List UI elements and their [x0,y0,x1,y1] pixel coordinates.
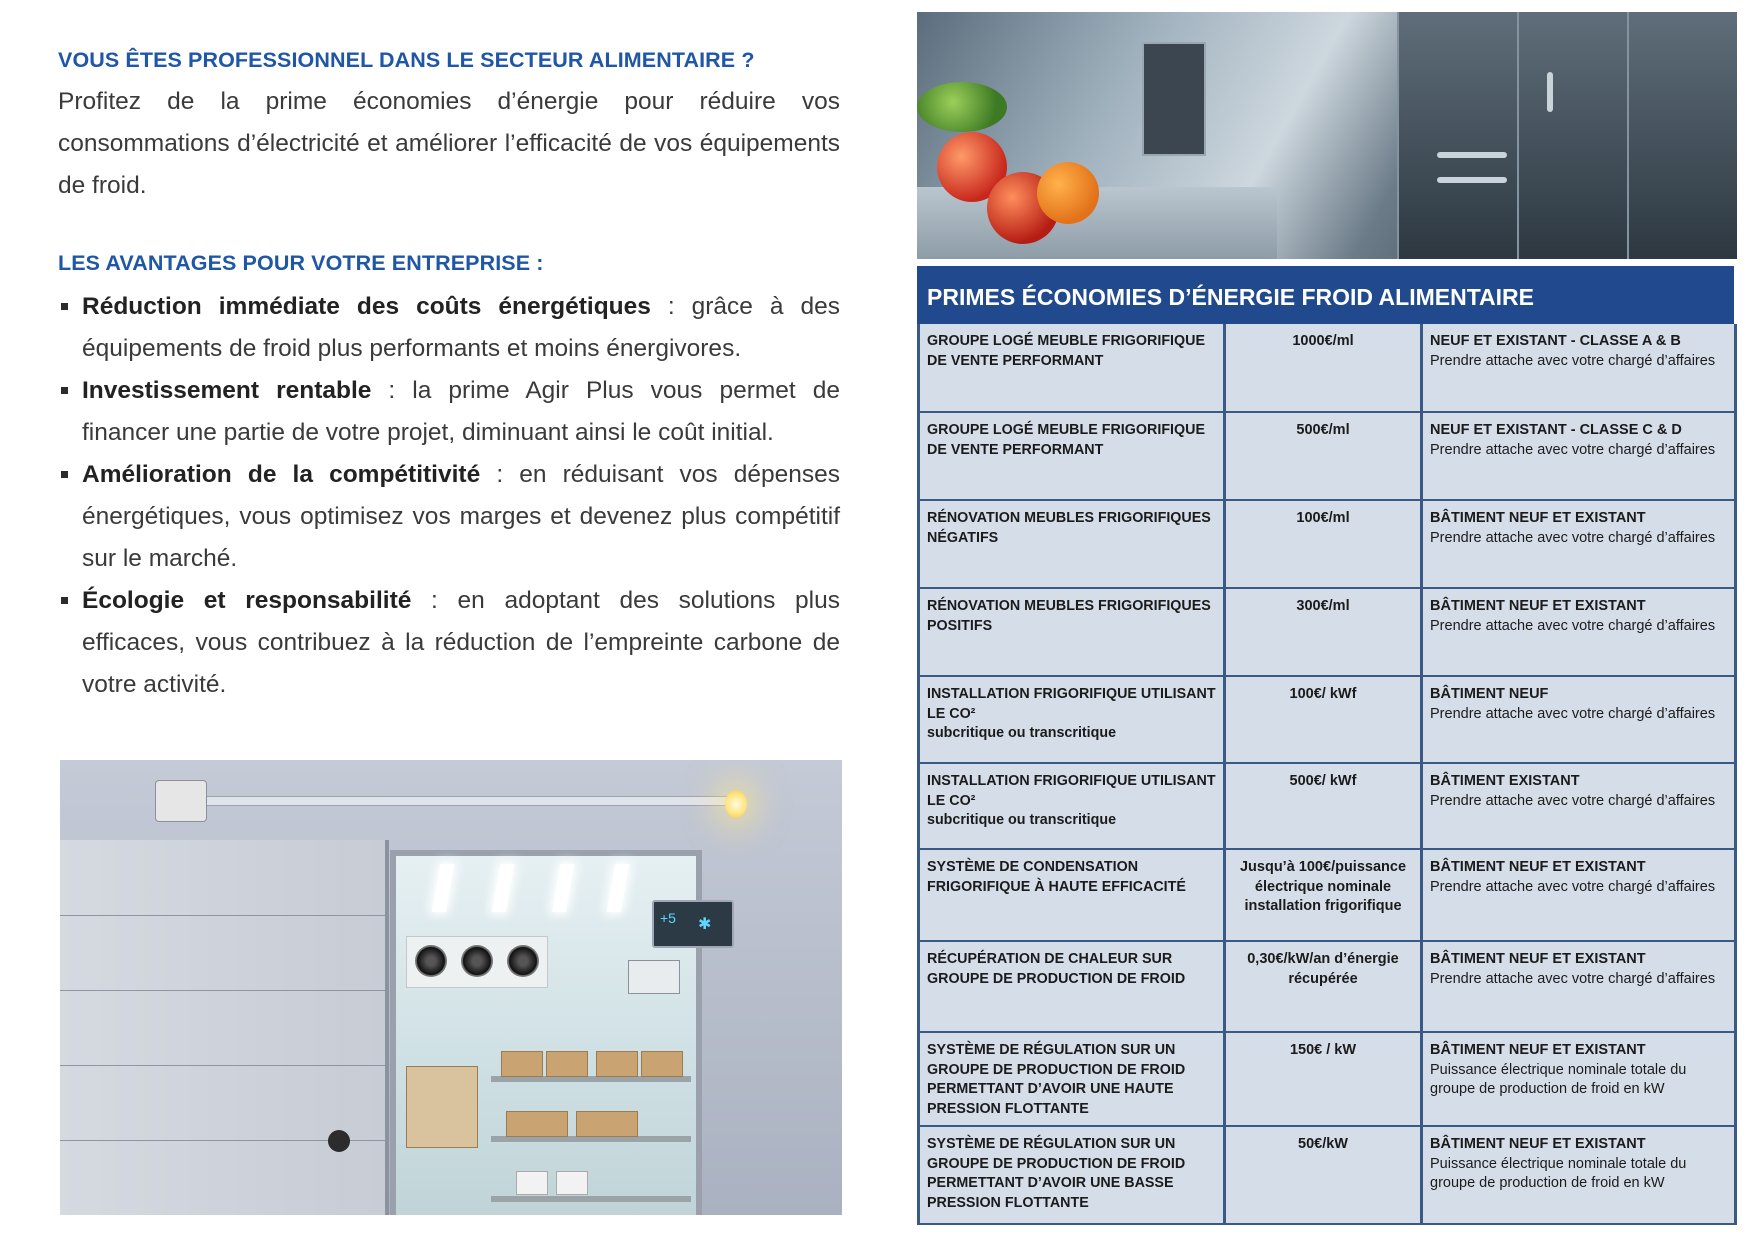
conditions-cell [1422,763,1736,849]
building-category: NEUF ET EXISTANT - CLASSE C & D [1430,422,1682,438]
fan-icon [461,945,493,977]
conditions-cell [1422,1126,1736,1224]
equipment-cell [919,941,1225,1032]
advantage-text: : en adoptant des solutions plus efficaces, vous contribuez à la réduction de l’empreinte carbone de votre activité. [82,587,840,698]
equipment-cell [919,1032,1225,1126]
building-category: NEUF ET EXISTANT - CLASSE A & B [1430,333,1681,349]
lamp-icon [725,790,747,818]
conditions-cell [1422,324,1736,412]
advantage-item [58,370,840,454]
table-row [919,763,1736,849]
rates-table-panel [917,266,1734,1225]
conditions-cell [1422,588,1736,676]
advantage-title: Investissement rentable [82,377,372,404]
control-box [628,960,680,994]
building-category: BÂTIMENT NEUF ET EXISTANT [1430,598,1646,614]
amount-cell: 500€/ kWf [1225,763,1422,849]
amount-cell: 100€/ kWf [1225,676,1422,763]
equipment-sublabel: subcritique ou transcritique [927,812,1117,828]
advantage-title: Réduction immédiate des coûts énergétiques [82,293,651,320]
condition-note: Puissance électrique nominale totale du groupe de production de froid en kW [1430,1155,1687,1191]
snowflake-icon: ✱ [698,916,712,933]
equipment-label: SYSTÈME DE RÉGULATION SUR UN GROUPE DE PRODUCTION DE FROID PERMETTANT D’AVOIR UNE BASSE PRESSION FLOTTANTE [927,1136,1186,1211]
advantage-item [58,286,840,370]
equipment-label: GROUPE LOGÉ MEUBLE FRIGORIFIQUE DE VENTE PERFORMANT [927,422,1206,458]
conditions-cell [1422,676,1736,763]
condition-note: Prendre attache avec votre chargé d’affaires [1430,705,1716,722]
cold-room-image [60,760,842,1215]
equipment-cell [919,412,1225,500]
amount-cell: 100€/ml [1225,500,1422,588]
amount-cell: 150€ / kW [1225,1032,1422,1126]
building-category: BÂTIMENT NEUF ET EXISTANT [1430,1136,1646,1152]
intro-paragraph: Profitez de la prime économies d’énergie pour réduire vos consommations d’électricité et améliorer l’efficacité de vos équipements de froid. [58,88,840,199]
equipment-cell [919,676,1225,763]
condition-note: Prendre attache avec votre chargé d’affaires [1430,529,1716,546]
equipment-cell [919,1126,1225,1224]
fan-icon [415,945,447,977]
condition-note: Puissance électrique nominale totale du groupe de production de froid en kW [1430,1061,1687,1097]
building-category: BÂTIMENT EXISTANT [1430,773,1580,789]
left-column [58,48,840,706]
building-category: BÂTIMENT NEUF [1430,686,1549,702]
advantage-text: : la prime Agir Plus vous permet de financer une partie de votre projet, diminuant ainsi le coût initial. [82,377,840,446]
conditions-cell [1422,1032,1736,1126]
equipment-label: INSTALLATION FRIGORIFIQUE UTILISANT LE CO² [927,686,1216,722]
amount-cell: 0,30€/kW/an d’énergie récupérée [1225,941,1422,1032]
equipment-label: SYSTÈME DE RÉGULATION SUR UN GROUPE DE PRODUCTION DE FROID PERMETTANT D’AVOIR UNE HAUTE PRESSION FLOTTANTE [927,1042,1186,1117]
equipment-cell [919,324,1225,412]
table-row [919,324,1736,412]
condition-note: Prendre attache avec votre chargé d’affaires [1430,878,1716,895]
equipment-label: RÉNOVATION MEUBLES FRIGORIFIQUES POSITIFS [927,598,1211,634]
condition-note: Prendre attache avec votre chargé d’affaires [1430,441,1716,458]
advantage-item [58,580,840,706]
condition-note: Prendre attache avec votre chargé d’affaires [1430,970,1716,987]
table-row [919,1032,1736,1126]
equipment-cell [919,763,1225,849]
advantage-text: : en réduisant vos dépenses énergétiques, vous optimisez vos marges et devenez plus compétitif sur le marché. [82,461,840,572]
oven [1142,42,1206,156]
table-row [919,941,1736,1032]
advantage-title: Amélioration de la compétitivité [82,461,481,488]
condition-note: Prendre attache avec votre chargé d’affaires [1430,792,1716,809]
building-category: BÂTIMENT NEUF ET EXISTANT [1430,510,1646,526]
building-category: BÂTIMENT NEUF ET EXISTANT [1430,859,1646,875]
advantage-text: : grâce à des équipements de froid plus performants et moins énergivores. [82,293,840,362]
table-row [919,412,1736,500]
conditions-cell [1422,412,1736,500]
conditions-cell [1422,500,1736,588]
equipment-cell [919,500,1225,588]
advantages-list [58,286,840,706]
building-category: BÂTIMENT NEUF ET EXISTANT [1430,1042,1646,1058]
equipment-label: RÉNOVATION MEUBLES FRIGORIFIQUES NÉGATIFS [927,510,1211,546]
advantage-title: Écologie et responsabilité [82,587,412,614]
rates-table [917,324,1737,1225]
conditions-cell [1422,849,1736,941]
intro-heading: VOUS ÊTES PROFESSIONNEL DANS LE SECTEUR ALIMENTAIRE ? [58,48,755,72]
evaporator-unit [406,936,548,988]
equipment-label: GROUPE LOGÉ MEUBLE FRIGORIFIQUE DE VENTE PERFORMANT [927,333,1206,369]
amount-cell: 500€/ml [1225,412,1422,500]
table-row [919,588,1736,676]
amount-cell: 50€/kW [1225,1126,1422,1224]
table-row [919,1126,1736,1224]
door-motor [155,780,207,822]
sliding-door [60,840,389,1215]
condition-note: Prendre attache avec votre chargé d’affaires [1430,352,1716,369]
door-handle [328,1130,350,1152]
table-row [919,500,1736,588]
equipment-cell [919,849,1225,941]
advantages-heading: LES AVANTAGES POUR VOTRE ENTREPRISE : [58,251,544,275]
building-category: BÂTIMENT NEUF ET EXISTANT [1430,951,1646,967]
table-row [919,676,1736,763]
equipment-sublabel: subcritique ou transcritique [927,725,1117,741]
equipment-label: INSTALLATION FRIGORIFIQUE UTILISANT LE CO² [927,773,1216,809]
equipment-label: SYSTÈME DE CONDENSATION FRIGORIFIQUE À HAUTE EFFICACITÉ [927,859,1186,895]
temperature-display [652,900,734,948]
table-title: PRIMES ÉCONOMIES D’ÉNERGIE FROID ALIMENTAIRE [917,266,1734,324]
amount-cell: 1000€/ml [1225,324,1422,412]
fan-icon [507,945,539,977]
condition-note: Prendre attache avec votre chargé d’affaires [1430,617,1716,634]
equipment-label: RÉCUPÉRATION DE CHALEUR SUR GROUPE DE PRODUCTION DE FROID [927,951,1186,987]
equipment-cell [919,588,1225,676]
advantage-item [58,454,840,580]
kitchen-image [917,12,1737,259]
table-row [919,849,1736,941]
conditions-cell [1422,941,1736,1032]
amount-cell: Jusqu’à 100€/puissance électrique nominale installation frigorifique [1225,849,1422,941]
amount-cell: 300€/ml [1225,588,1422,676]
door-rail [180,796,742,806]
temperature-value: +5 [660,910,676,926]
